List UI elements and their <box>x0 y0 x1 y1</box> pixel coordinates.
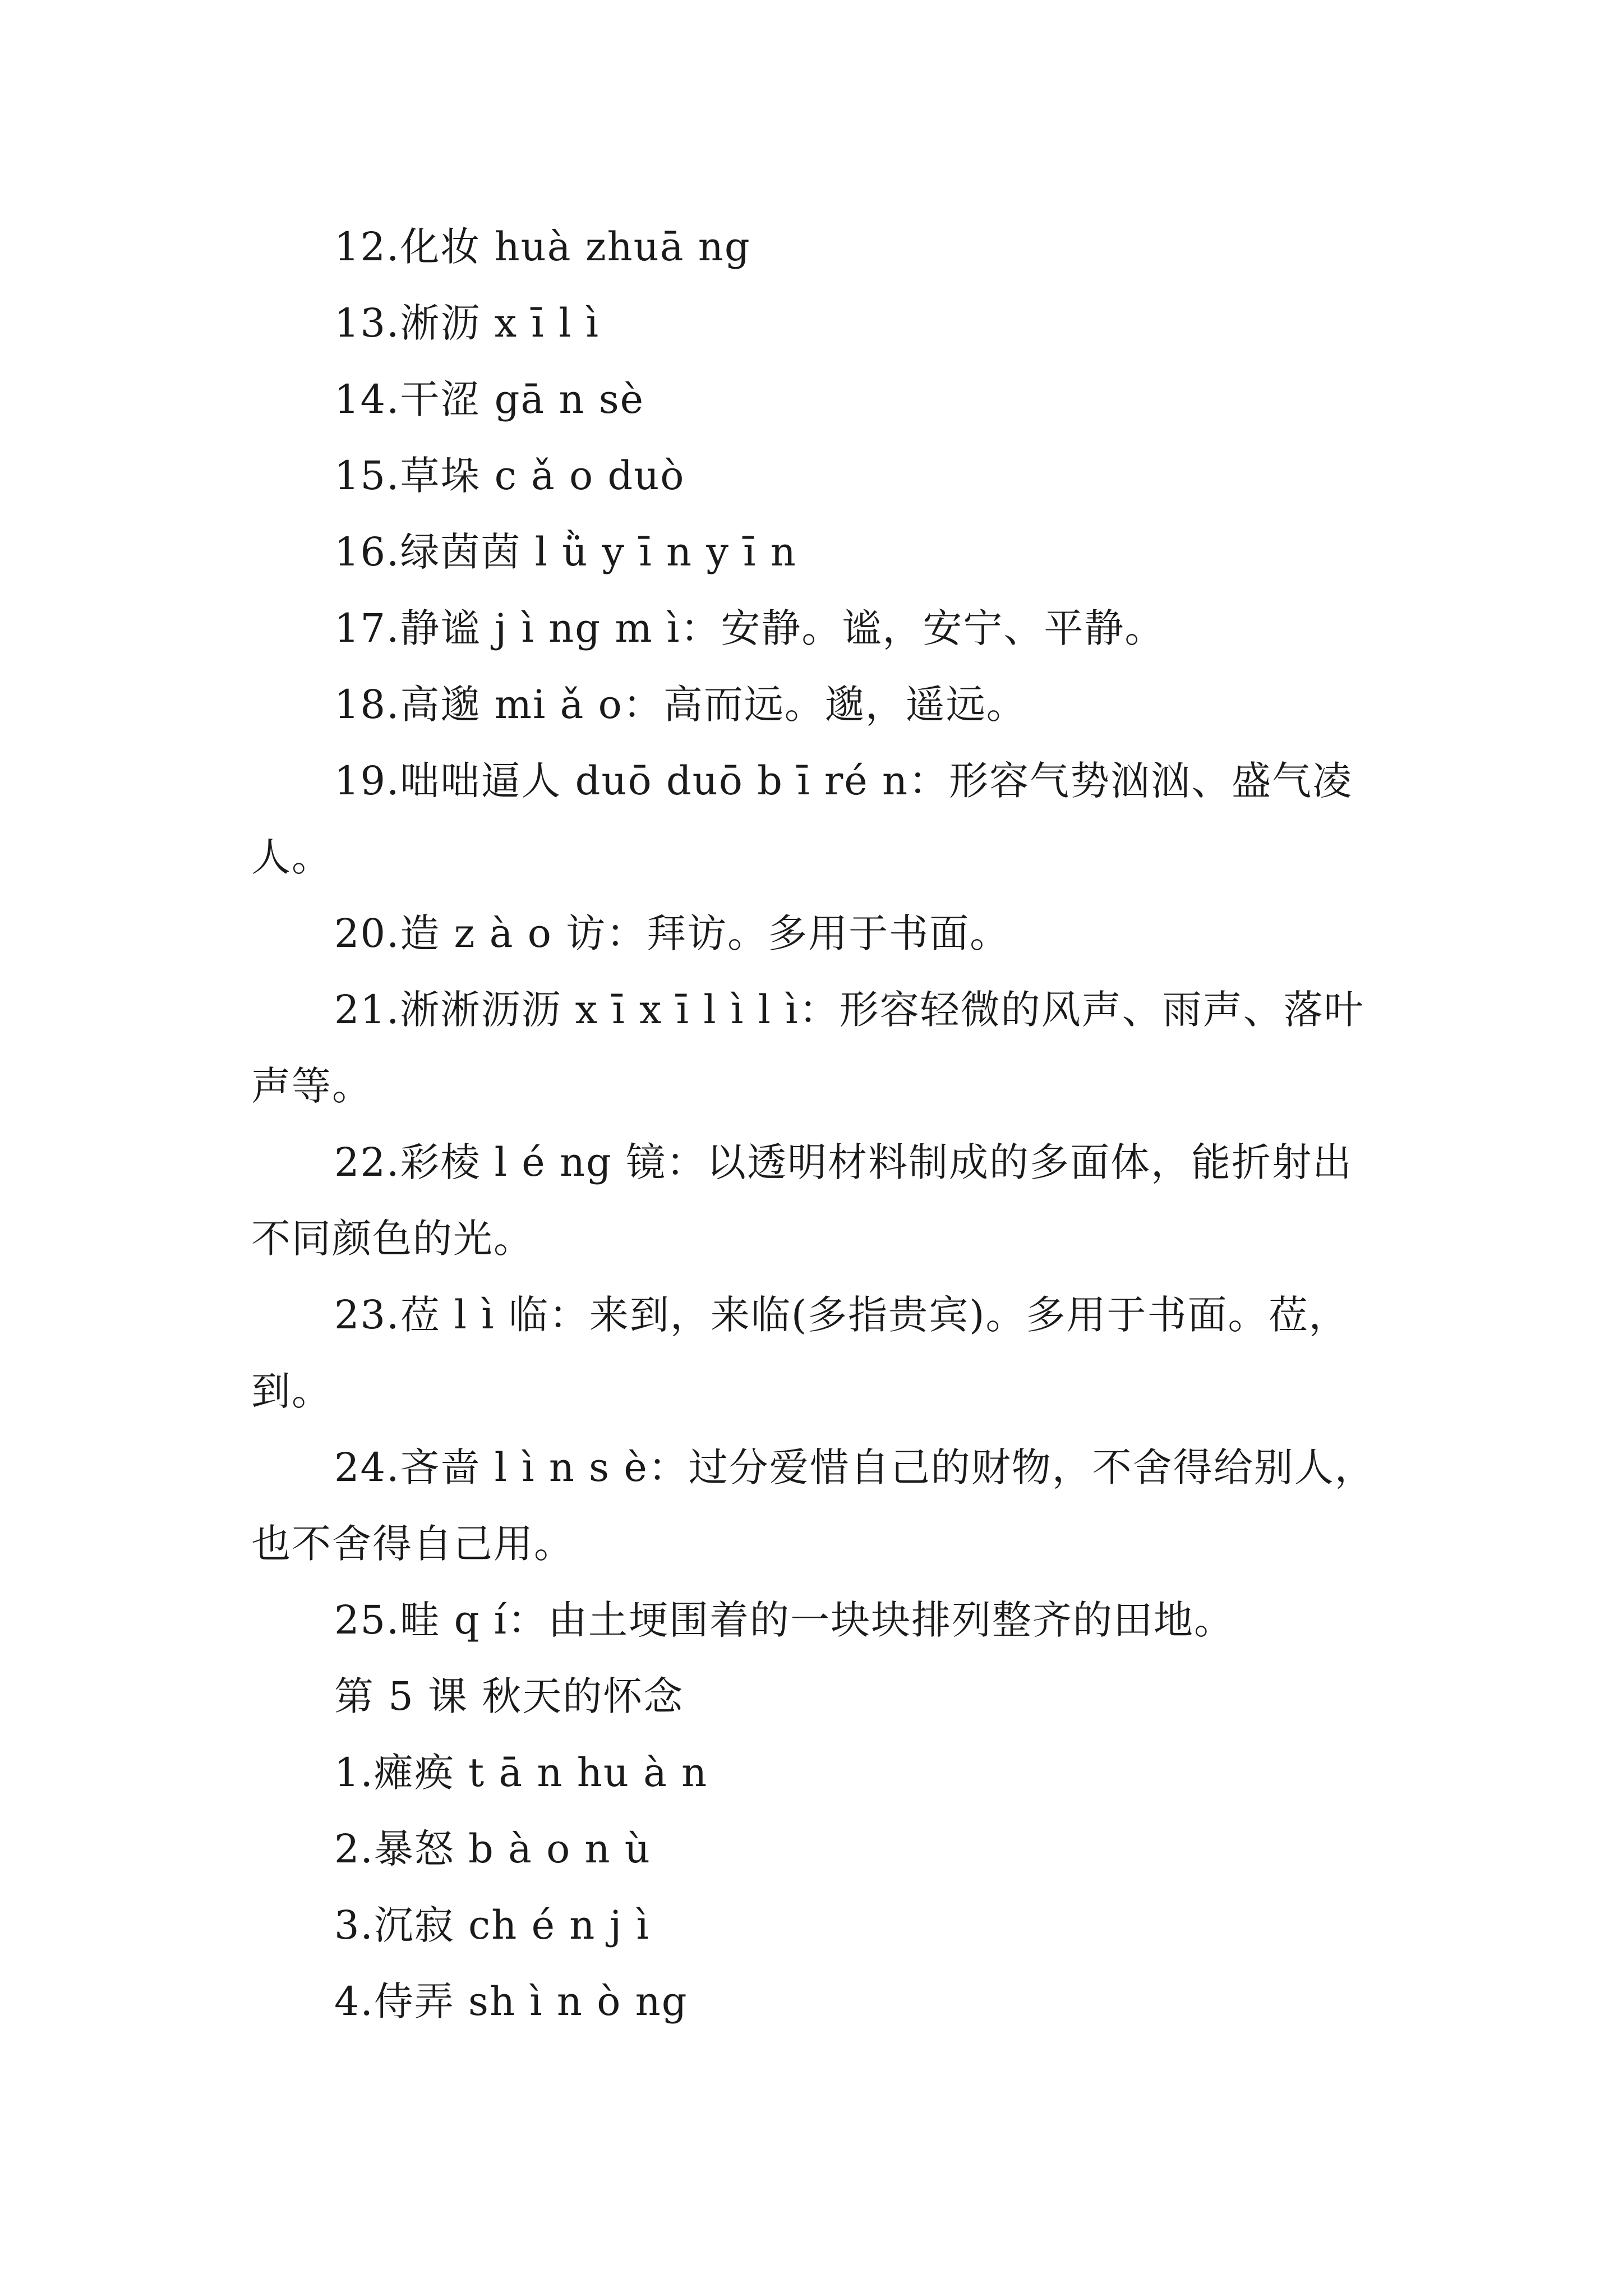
vocab-item-1: 1.瘫痪 t ā n hu à n <box>334 1750 708 1796</box>
vocab-item-18: 18.高邈 mi ǎ o：高而远。邈，遥远。 <box>334 682 1027 728</box>
vocab-item-13: 13.淅沥 x ī l ì <box>334 300 600 346</box>
vocab-item-3: 3.沉寂 ch é n j ì <box>334 1902 650 1948</box>
vocab-item-12: 12.化妆 huà zhuā ng <box>334 224 751 270</box>
vocab-item-14: 14.干涩 gā n sè <box>334 376 645 422</box>
lesson-heading: 第 5 课 秋天的怀念 <box>334 1673 684 1719</box>
vocab-item-2: 2.暴怒 b à o n ù <box>334 1826 651 1872</box>
vocabulary-list <box>251 209 1382 2040</box>
vocab-item-22: 22.彩棱 l é ng 镜：以透明材料制成的多面体，能折射出不同颜色的光。 <box>251 1139 1353 1262</box>
vocab-item-15: 15.草垛 c ǎ o duò <box>334 453 685 499</box>
vocab-item-25: 25.畦 q í：由土埂围着的一块块排列整齐的田地。 <box>334 1597 1235 1643</box>
vocab-item-19: 19.咄咄逼人 duō duō b ī ré n：形容气势汹汹、盛气凌人。 <box>251 758 1353 880</box>
vocab-item-20: 20.造 z à o 访：拜访。多用于书面。 <box>334 910 1011 956</box>
vocab-item-24: 24.吝啬 l ì n s è：过分爱惜自己的财物，不舍得给别人，也不舍得自己用。 <box>251 1444 1375 1567</box>
vocab-item-17: 17.静谧 j ì ng m ì：安静。谧，安宁、平静。 <box>334 605 1165 651</box>
vocab-item-16: 16.绿茵茵 l ǜ y ī n y ī n <box>334 529 797 575</box>
vocab-item-21: 21.淅淅沥沥 x ī x ī l ì l ì：形容轻微的风声、雨声、落叶声等。 <box>251 987 1364 1109</box>
vocab-item-23: 23.莅 l ì 临：来到，来临(多指贵宾)。多用于书面。莅，到。 <box>251 1292 1349 1414</box>
vocab-item-4: 4.侍弄 sh ì n ò ng <box>334 1978 688 2024</box>
